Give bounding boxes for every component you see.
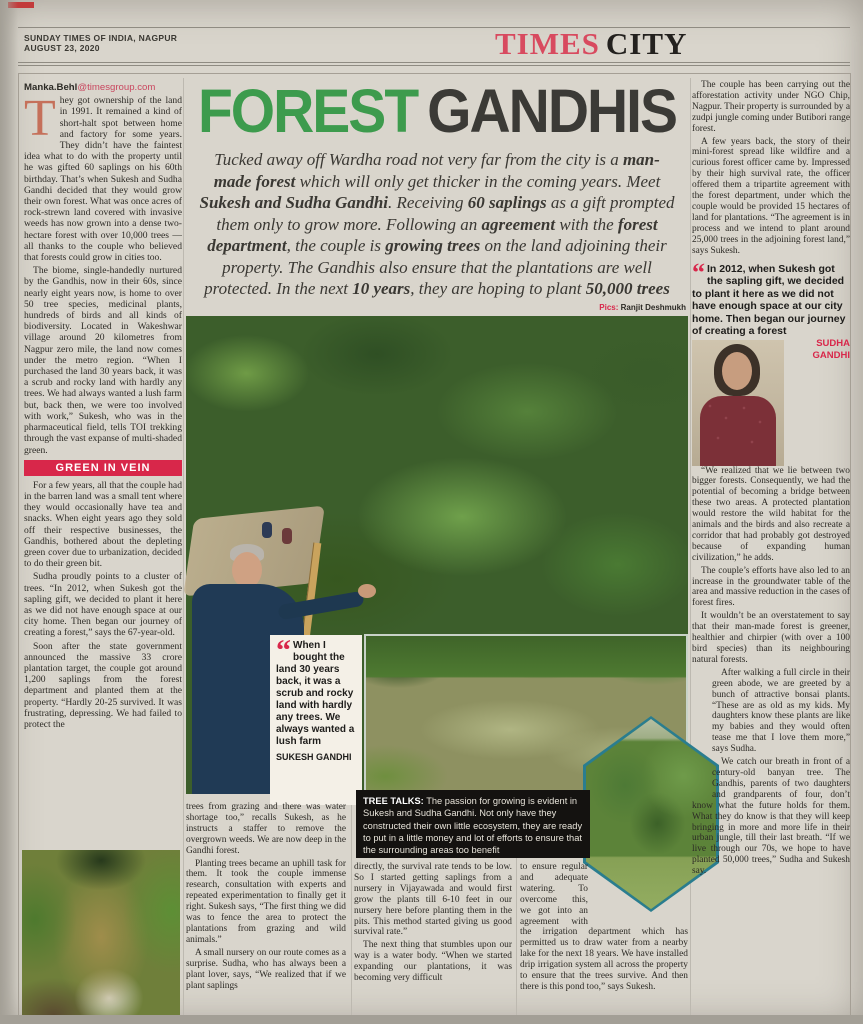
standfirst: Tucked away off Wardha road not very far from the city is a man-made forest which will only get thicker in the coming years. Meet Sukesh and Sudha Gandhi. Receiving 60 saplings as a gift prompted them only to grow more. Following an agreement with the forest department, the couple is growing trees on the land adjoining their property. The Gandhis also ensure that the plantations are well protected. In the next 10 years, they are hoping to plant 50,000 trees [199,150,675,298]
masthead-bottom-rule-2 [18,65,850,66]
paragraph: to ensure regular and adequate watering. To overcome this, we got into an agreement with the irrigation department which has permitted us to draw water from a nearby lake for the next 18 years. We have installed drip irrigation system all across the property to ensure that the trees survive. And then there is this pond too,” says Sukesh. [520,862,688,992]
paragraph: We catch our breath in front of a century-old banyan tree. The Gandhis, parents of two daughters and grandparents of four, don’t know what the future holds for them. What they do know is that they will keep bringing in more and more life in their urban jungle, till their last breath. “If we live through our 70s, we hope to have planted 50,000 trees,” Sudha and Sukesh say. [692,757,850,877]
publication-name: SUNDAY TIMES OF INDIA, NAGPUR [24,33,178,43]
paragraph: trees from grazing and there was water shortage too,” recalls Sukesh, as he instructs a staffer to remove the overgrown weeds. We are now deep in the Gandhi forest. [186,802,346,856]
byline-name: Manka.Behl [24,82,78,93]
headline [186,76,688,147]
headline-word-forest: FOREST [197,77,418,147]
paragraph: The couple has been carrying out the afforestation activity under NGO Chip, Nagpur. Their property is surrounded by a zudpi jungle coming under Butibori range forest. [692,80,850,134]
hexagon-wrap-spacer [692,668,712,798]
pull-quote-sudha [692,257,850,435]
photo-caption [356,790,590,858]
pull-quote-text: When I bought the land 30 years back, it was a scrub and rocky land with hardly any trees. We always wanted a lush farm [276,640,355,747]
column-3 [354,862,512,1024]
pull-quote-text: In 2012, when Sukesh got the sapling gift, we decided to plant it here as we did not have enough space at our city home. Then began our journey of creating a forest [692,262,846,337]
column-rule-1 [183,78,184,1024]
byline [24,82,182,93]
section-logo-city: CITY [605,26,688,61]
paragraph: Soon after the state government announced the massive 33 crore plantation target, the couple got around 1,200 saplings from the forest department and planted them at the property. “Hardly 20-25 survived. It was frustrating, depressing. We had failed to protect the [24,640,182,730]
byline-domain: @timesgroup.com [77,82,156,93]
photo-credit-label: Pics: [599,303,619,312]
paragraph: A few years back, the story of their mini-forest spread like wildfire and a curious forest officer came by. Impressed by their high survival rate, the officer offered them a tripartite agreement with the forest department, under which the couple would be provided 15 hectares of land for plantations. “The agreement is in process and we intend to plant around 25,000 trees in the adjoining forest land,” says Sukesh. [692,136,850,256]
pull-quote-attribution: SUDHA GANDHI [812,337,850,361]
paragraph: Planting trees became an uphill task for them. It took the couple immense research, consultation with experts and repeated experimentation to finally get it right. Sukesh says, “The first thing we did was to fence the area to protect the plantations from grazing and wild animals.” [186,858,346,945]
sudha-face [722,352,752,390]
paragraph: For a few years, all that the couple had in the barren land was a small tent where they would occasionally have tea and snacks. When eight years ago they sold off their respective businesses, the Gandhis, bothered about the depleting green cover due to urbanization, decided to do their green bit. [24,479,182,570]
headline-word-gandhis: GANDHIS [427,77,677,147]
paragraph-text: hey got ownership of the land in 1991. It remained a kind of short-halt spot between home and factory for some years. They didn’t have the faintest idea what to do with the property until he was gifted 60 saplings on his 60th birthday. That’s when Sukesh and Sudha Gandhi decided that they would grow their own forest. What was once acres of rock-strewn land covered with invasive weeds has now grown into a dense two-hectare forest with over 10,000 trees — all thanks to the couple who believed that forests could grow in cities too. [24,95,182,264]
sukesh-face [232,552,262,588]
column-4 [520,862,688,1024]
photo-credit-name: Ranjit Deshmukh [620,303,686,312]
paragraph: After walking a full circle in their green abode, we are greeted by a bunch of attractive bonsai plants. “These are as old as my kids. My daughters know these plants are like my babies and they would often tease me that I love them more,” says Sudha. [712,667,850,755]
column-2 [186,802,346,1024]
section-logo-times: TIMES [495,26,600,61]
column-rule-3 [351,794,352,1024]
caption-label: TREE TALKS: [363,796,424,806]
masthead-bottom-rule-1 [18,62,850,63]
pull-quote-attribution: SUKESH GANDHI [276,752,352,762]
photo-credit [400,303,686,312]
sukesh-hand [358,584,376,598]
paragraph: The next thing that stumbles upon our way is a water body. “When we started expanding our plantations, it was becoming very difficult [354,940,512,984]
dropcap: T [24,90,56,148]
scan-edge-shadow [0,0,18,1024]
paragraph: “We realized that we lie between two bigger forests. Consequently, we had the potential of becoming a bridge between these two areas. A protected plantation would restore the wild habitat for the animals and the birds and also recreate a corridor that had probably got destroyed because of expanding human civilization,” he adds. [692,465,850,563]
left-column [24,82,182,848]
caption-text: The passion for growing is evident in Sukesh and Sudha Gandhi. Not only have they constructed their own little ecosystem, they are ready to put in a little money and lot of efforts to ensure that the surrounding areas too benefit [363,796,583,856]
hexagon-wrap-spacer [588,862,688,922]
right-column [692,80,850,1024]
paragraph: Sudha proudly points to a cluster of trees. “In 2012, when Sukesh got the sapling gift, we decided to plant it here as we did not have enough space at our city home. Then began our journey of creating a forest,” says the 67-year-old. [24,571,182,639]
masthead-edition [24,33,177,53]
paragraph [24,90,182,264]
paragraph: A small nursery on our route comes as a surprise. Sudha, who has always been a plant lover, says, “We realized that if we plant saplings [186,947,346,991]
masthead-top-rule [18,27,850,28]
section-header-banner: GREEN IN VEIN [24,460,182,476]
paragraph: The couple’s efforts have also led to an increase in the groundwater table of the area and massive reduction in the cases of forest fires. [692,565,850,609]
publication-date: AUGUST 23, 2020 [24,43,100,53]
paragraph: The biome, single-handedly nurtured by the Gandhis, now in their 60s, since nearly eight years now, is home to over 50 tree species, medicinal plants, hundreds of birds and all kinds of biodiversity. Located in Wakeshwar village around 20 kilometres from Nagpur zero mile, the land now comes under the metro region. “When I purchased the land 30 years back, it was a scrub and rocky land with hardly any trees. We had always wanted a lush farm but, back then, we were too involved with work,” Sukesh, who was in the pharmaceutical field, tells TOI trekking through the vast expanse of multi-shaded green. [24,265,182,456]
scan-edge-shadow [0,1015,863,1024]
stream-photo [22,850,180,1024]
distant-person-figure [262,522,272,538]
paragraph: It wouldn’t be an overstatement to say that their man-made forest is greener, healthier and chirpier (with over a 100 bird species) than its neighbouring natural forests. [692,611,850,665]
pull-quote-sukesh [270,635,362,805]
paragraph: directly, the survival rate tends to be low. So I started getting saplings from a nursery in Vijayawada and would first grow the plants till 6-10 feet in our nursery here before planting them in the pits. This method started giving us good survival rate.” [354,862,512,938]
sudha-portrait-photo [692,340,784,466]
sudha-blouse [700,396,776,466]
quote-icon: “ [692,257,705,287]
sukesh-pointing-arm [277,591,364,621]
quote-icon: “ [276,634,291,667]
section-logo [495,26,687,62]
